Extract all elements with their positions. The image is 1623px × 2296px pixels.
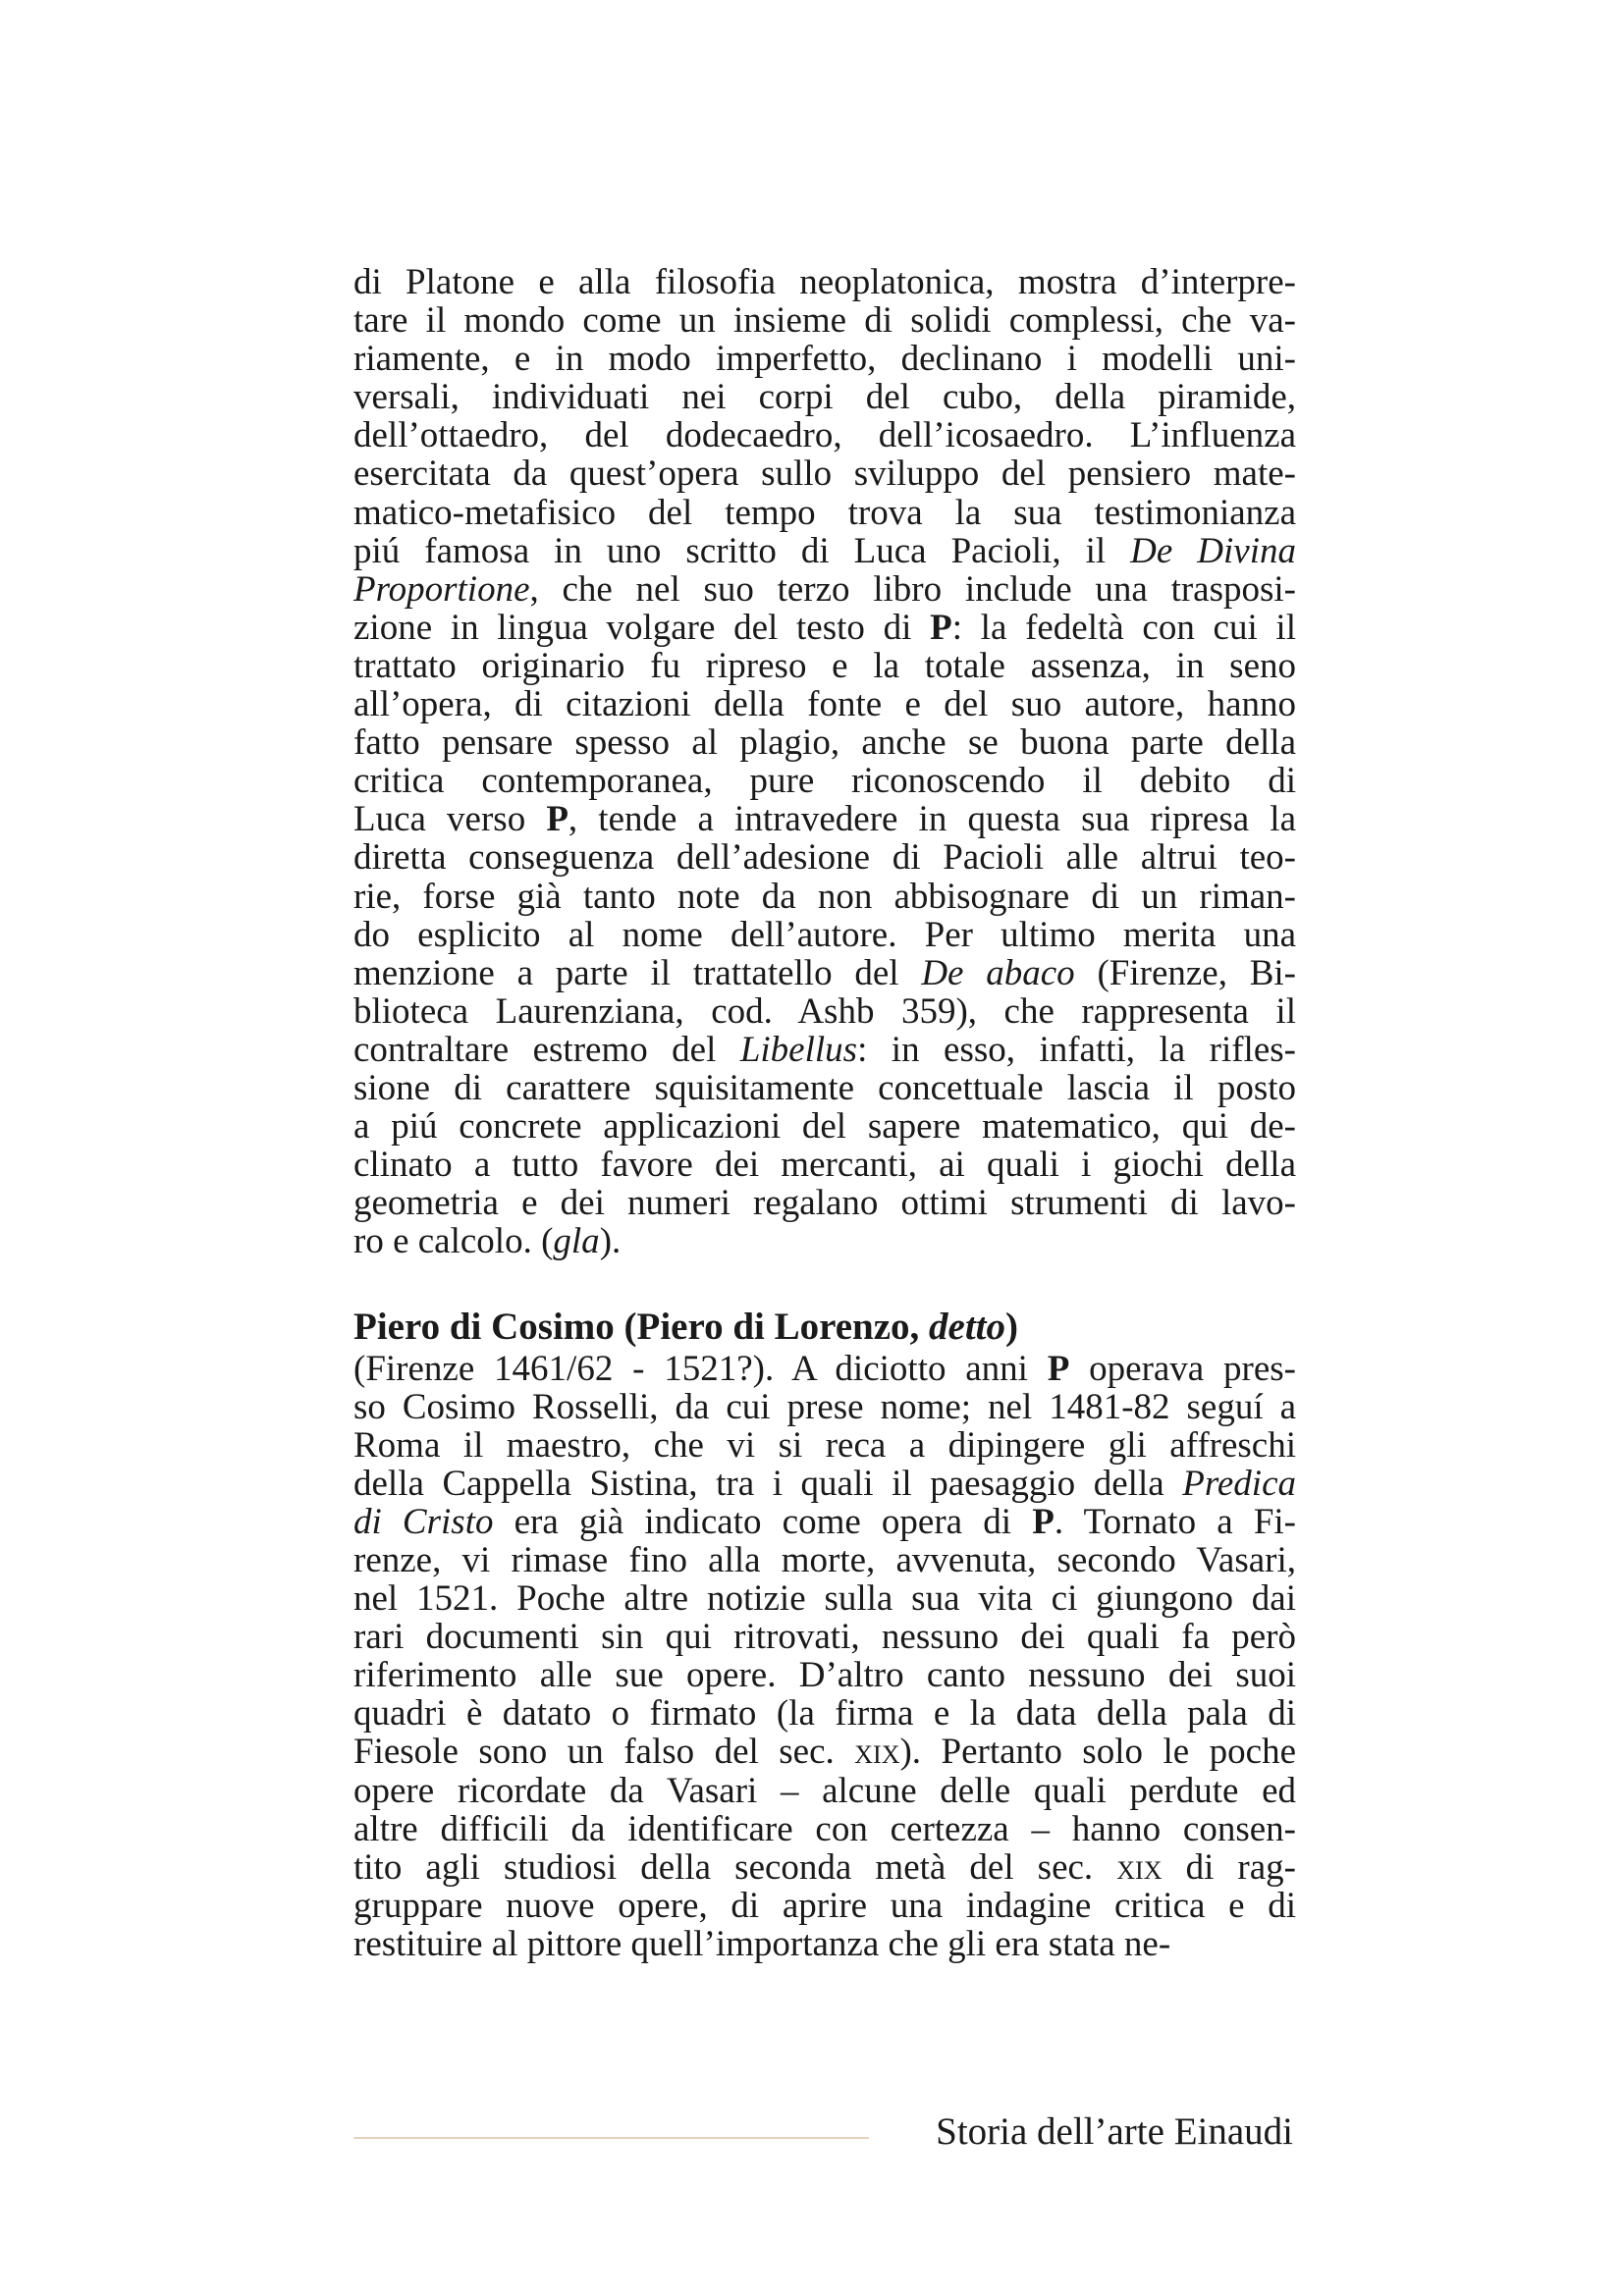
text-run: a piú concrete applicazioni del sapere matematico, qui de- [353,1106,1296,1148]
text-run: critica contemporanea, pure riconoscendo il debito di [353,761,1296,802]
text-line [353,916,1296,954]
text-run: renze, vi rimase fino alla morte, avvenuta, secondo Vasari, [353,1540,1296,1580]
text-line [353,1426,1296,1465]
text-line [353,1350,1296,1388]
text-run: nel 1521. Poche altre notizie sulla sua vita ci giungono dai [353,1578,1296,1620]
text-line [353,992,1296,1031]
text-run: quadri è datato o firmato (la firma e la data della pala di [353,1693,1296,1735]
text-line [353,800,1296,838]
text-line [353,1618,1296,1656]
continued-entry-text [353,263,1296,1260]
footer-rule [353,2137,869,2139]
text-run: ). [599,1221,622,1262]
italic-text: Proportione [353,568,530,610]
text-run: riferimento alle sue opere. D’altro canto nessuno dei suoi [353,1655,1296,1696]
text-run: ro e calcolo. ( [353,1221,554,1262]
text-run: tito agli studiosi della seconda metà del sec. [353,1846,1117,1888]
text-run: piú famosa in uno scritto di Luca Pacioli, il [353,530,1131,571]
footer-publisher-text: Storia dell’arte Einaudi [936,2110,1293,2153]
italic-text: De abaco [921,952,1075,993]
text-line [353,1848,1296,1887]
text-line [353,454,1296,493]
text-line [353,1069,1296,1107]
page-text [353,263,1296,1963]
text-run: Piero di Cosimo (Piero di Lorenzo, [353,1306,930,1349]
italic-text: De Divina [1130,530,1296,571]
bold-initial: P [930,607,952,648]
text-run: gruppare nuove opere, di aprire una indagine critica e di [353,1885,1296,1926]
text-line [353,1107,1296,1146]
text-line [353,1887,1296,1925]
text-line [353,1184,1296,1222]
text-line [353,1656,1296,1694]
text-line [353,532,1296,570]
text-line [353,685,1296,723]
text-line [353,340,1296,378]
italic-text: detto [929,1306,1006,1349]
text-run: ) [1005,1306,1019,1349]
entry-title [353,1306,1296,1349]
small-caps-text: xix [1116,1846,1163,1888]
text-line [353,263,1296,301]
text-run: ). Pertanto solo le poche [899,1732,1296,1773]
text-run: blioteca Laurenziana, cod. Ashb 359), che rappresenta il [353,990,1296,1032]
text-run: riamente, e in modo imperfetto, declinano i modelli uni- [353,339,1296,380]
bold-initial: P [1047,1348,1070,1389]
text-run: diretta conseguenza dell’adesione di Pacioli alle altrui teo- [353,837,1296,879]
text-line [353,1733,1296,1771]
text-run: contraltare estremo del [353,1029,740,1070]
text-run: trattato originario fu ripreso e la totale assenza, in seno [353,645,1296,686]
text-line [353,954,1296,992]
text-run: Luca verso [353,799,547,840]
bold-initial: P [546,799,568,840]
italic-text: di Cristo [353,1501,494,1542]
text-run: restituire al pittore quell’importanza che gli era stata ne- [353,1923,1171,1964]
text-line [353,1388,1296,1426]
text-run: Roma il maestro, che vi si reca a dipingere gli affreschi [353,1424,1296,1466]
text-run: rari documenti sin qui ritrovati, nessuno dei quali fa però [353,1617,1296,1658]
text-line [353,723,1296,762]
text-run: all’opera, di citazioni della fonte e del suo autore, hanno [353,684,1296,725]
text-run: (Firenze 1461/62 - 1521?). A diciotto anni [353,1348,1048,1389]
text-run: fatto pensare spesso al plagio, anche se buona parte della [353,722,1296,764]
text-line [353,1222,1296,1260]
text-run: , che nel suo terzo libro include una trasposi- [529,568,1296,610]
text-run: . Tornato a Fi- [1054,1501,1297,1542]
text-line [353,1031,1296,1069]
text-run: della Cappella Sistina, tra i quali il paesaggio della [353,1463,1183,1504]
text-run: so Cosimo Rosselli, da cui prese nome; nel 1481-82 seguí a [353,1386,1296,1427]
text-run: versali, individuati nei corpi del cubo, della piramide, [353,377,1296,418]
text-line [353,1579,1296,1618]
text-line [353,878,1296,916]
text-line [353,1465,1296,1503]
bold-initial: P [1032,1501,1055,1542]
small-caps-text: xix [854,1732,900,1773]
text-line [353,301,1296,340]
text-line [353,1925,1296,1963]
text-run: do esplicito al nome dell’autore. Per ultimo merita una [353,914,1296,955]
text-run: dell’ottaedro, del dodecaedro, dell’icosaedro. L’influenza [353,415,1296,456]
text-run: : la fedeltà con cui il [951,607,1296,648]
text-run: geometria e dei numeri regalano ottimi strumenti di lavo- [353,1183,1296,1224]
text-line [353,1146,1296,1184]
text-line [353,838,1296,877]
text-run: di Platone e alla filosofia neoplatonica, mostra d’interpre- [353,262,1296,302]
text-run: rie, forse già tanto note da non abbisognare di un riman- [353,876,1296,917]
entry-body-text [353,1350,1296,1964]
text-line [353,1503,1296,1541]
italic-text: Predica [1182,1463,1296,1504]
text-line [353,609,1296,647]
text-run: Fiesole sono un falso del sec. [353,1732,855,1773]
text-line [353,378,1296,416]
italic-text: Libellus [739,1029,858,1070]
italic-text: gla [553,1221,600,1262]
text-line [353,762,1296,800]
text-run: menzione a parte il trattatello del [353,952,922,993]
text-run: : in esso, infatti, la rifles- [857,1029,1296,1070]
text-run: di rag- [1162,1846,1296,1888]
text-line [353,416,1296,454]
text-run: altre difficili da identificare con certezza – hanno consen- [353,1808,1296,1849]
text-run: era già indicato come opera di [493,1501,1033,1542]
text-line [353,1541,1296,1579]
text-run: clinato a tutto favore dei mercanti, ai quali i giochi della [353,1145,1296,1186]
text-run: tare il mondo come un insieme di solidi complessi, che va- [353,300,1296,342]
text-run: zione in lingua volgare del testo di [353,607,931,648]
text-line [353,1772,1296,1810]
text-line [353,494,1296,532]
text-line [353,647,1296,685]
text-run: operava pres- [1069,1348,1296,1389]
text-run: matico-metafisico del tempo trova la sua testimonianza [353,492,1296,533]
text-line [353,1810,1296,1848]
text-run: opere ricordate da Vasari – alcune delle quali perdute ed [353,1770,1296,1811]
text-run: (Firenze, Bi- [1074,952,1296,993]
text-line [353,1694,1296,1733]
text-line [353,570,1296,609]
text-run: sione di carattere squisitamente concettuale lascia il posto [353,1067,1296,1108]
text-run: , tende a intravedere in questa sua ripresa la [568,799,1296,840]
text-run: esercitata da quest’opera sullo sviluppo del pensiero mate- [353,454,1296,495]
